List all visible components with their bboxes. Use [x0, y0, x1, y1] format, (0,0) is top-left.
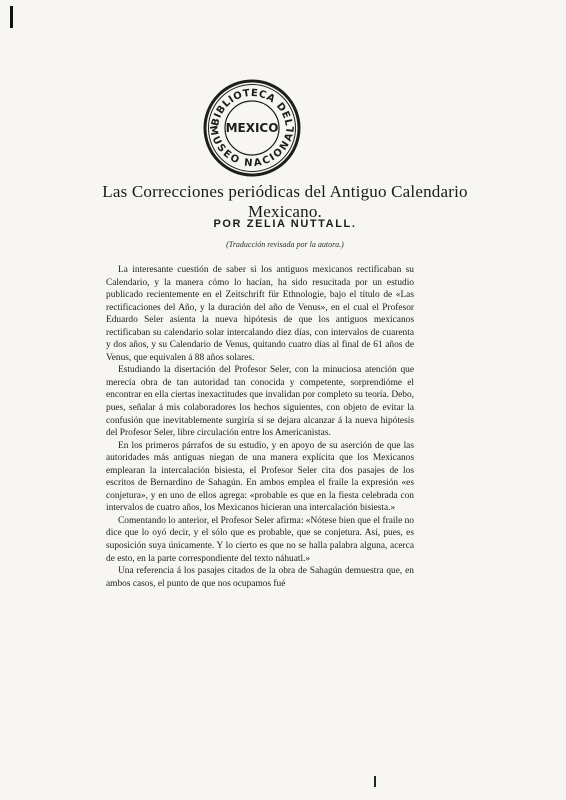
stamp-center-text: MEXICO: [225, 121, 279, 135]
paragraph-2: Estudiando la disertación del Profesor Seler, con la minuciosa atención que merecía obra de tan autoridad tan conocida y competente, sorprendióme el encontrar en ella ciertas inexactitudes que invalidan por completo su teoría. Debo, pues, señalar á mis colaboradores los hechos siguientes, con objeto de evitar la confusión que inevitablemente surgiría si se dejara alcanzar á la nueva hipótesis del Profesor Seler, libre circulación entre los Americanistas.: [106, 365, 414, 439]
translation-note: (Traducción revisada por la autora.): [226, 240, 344, 249]
stamp-bottom-text: MUSEO NACIONAL: [206, 124, 298, 170]
page-mark: [374, 776, 376, 787]
museum-stamp: [202, 78, 302, 178]
stamp-top-text: BIBLIOTECA DEL: [210, 87, 294, 128]
scan-edge-mark: [10, 6, 13, 28]
article-body: [106, 264, 414, 590]
article-title: Las Correcciones periódicas del Antiguo Calendario Mexicano.: [102, 182, 468, 221]
paragraph-4: Comentando lo anterior, el Profesor Seler afirma: «Nótese bien que el fraile no dice que lo oyó decir, y el sólo que es probable, que se conjetura. Así, pues, es suposición suya únicamente. Y lo cierto es que no se halla palabra alguna, acerca de esto, en la parte correspondiente del texto náhuatl.»: [106, 515, 414, 564]
article-author: POR ZELIA NUTTALL.: [213, 218, 357, 230]
paragraph-1: La interesante cuestión de saber si los antiguos mexicanos rectificaban su Calendario, y la manera cómo lo hacían, ha sido resucitada por un estudio publicado recientemente en el Zeitschrift für Ethnologie, bajo el título de «Las rectificaciones del Año, y la duración del año de Venus», en el cual el Profesor Eduardo Seler asienta la nueva hipótesis de que los antiguos mexicanos rectificaban su calendario solar intercalando diez días, con intervalos de cuarenta y dos años, y su Calendario de Venus, quitando cuatro días al final de 61 años de Venus, que equivalen á 88 años solares.: [106, 265, 414, 363]
paragraph-3: En los primeros párrafos de su estudio, y en apoyo de su aserción de que las autoridades más antiguas niegan de una manera explícita que los Mexicanos emplearan la intercalación bisiesta, el Profesor Seler cita dos pasajes de los escritos de Bernardino de Sahagún. En ambos emplea el fraile la expresión «es conjetura», y en uno de ellos agrega: «probable es que en la fiesta celebrada con intervalos de cuatro años, los Mexicanos hicieran una intercalación bisiesta.»: [106, 440, 414, 514]
paragraph-5: Una referencia á los pasajes citados de la obra de Sahagún demuestra que, en ambos casos, el punto de que nos ocupamos fué: [106, 566, 414, 589]
